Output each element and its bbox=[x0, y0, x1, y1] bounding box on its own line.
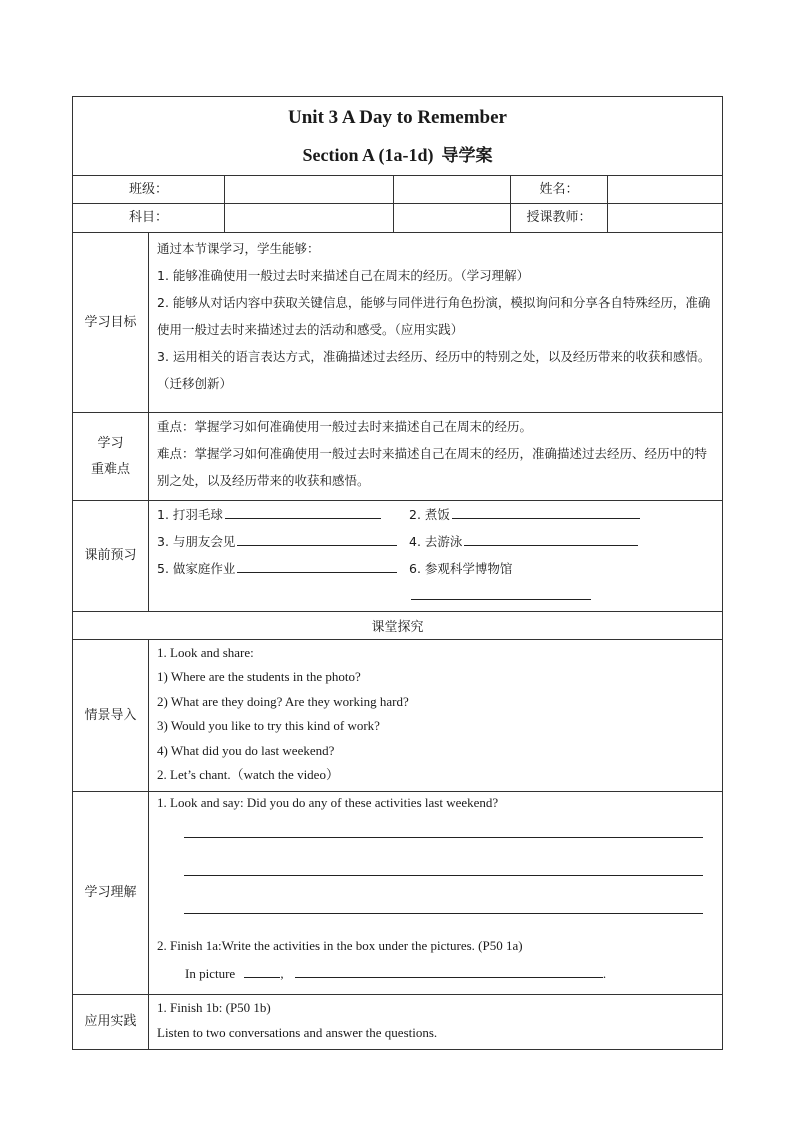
comprehension-q1: 1. Look and say: Did you do any of these activities last weekend? bbox=[157, 795, 499, 811]
preview-item: 1. 打羽毛球 bbox=[157, 501, 409, 528]
lead-in-line: 1. Look and share: bbox=[157, 645, 254, 660]
name-label: 姓名： bbox=[539, 182, 579, 197]
class-label: 班级： bbox=[73, 176, 225, 203]
subtitle-en: Section A (1a-1d) bbox=[302, 144, 434, 165]
worksheet-table bbox=[72, 96, 723, 1050]
lead-in-line: 4) What did you do last weekend? bbox=[157, 742, 335, 758]
subject-field-extra[interactable] bbox=[394, 204, 511, 232]
title-cell bbox=[73, 97, 723, 176]
picture-number-blank[interactable] bbox=[244, 962, 280, 978]
objectives-label: 学习目标 bbox=[73, 233, 149, 413]
class-field-extra[interactable] bbox=[394, 176, 511, 203]
preview-item: 6. 参观科学博物馆 bbox=[409, 555, 649, 609]
answer-blank[interactable] bbox=[411, 584, 591, 600]
practice-line: Listen to two conversations and answer the questions. bbox=[157, 1024, 438, 1040]
answer-blank[interactable] bbox=[237, 557, 397, 573]
preview-item: 4. 去游泳 bbox=[409, 528, 649, 555]
answer-blank[interactable] bbox=[464, 530, 638, 546]
answer-blank[interactable] bbox=[452, 503, 640, 519]
objectives-line: 2. 能够从对话内容中获取关键信息，能够与同伴进行角色扮演，模拟询问和分享各自特殊经历，准确使用一般过去时来描述过去的活动和感受。（应用实践） bbox=[157, 295, 711, 337]
objectives-line: 通过本节课学习，学生能够： bbox=[157, 241, 320, 256]
class-label-cell bbox=[73, 176, 394, 204]
comprehension-content bbox=[149, 792, 723, 995]
objectives-line: 1. 能够准确使用一般过去时来描述自己在周末的经历。（学习理解） bbox=[157, 268, 530, 283]
subtitle-cn: 导学案 bbox=[441, 145, 493, 166]
activity-blank[interactable] bbox=[295, 962, 603, 978]
comprehension-in-picture: In picture , . bbox=[157, 958, 716, 990]
lead-in-line: 2. Let’s chant.（watch the video） bbox=[157, 767, 339, 783]
preview-item: 2. 煮饭 bbox=[409, 501, 649, 528]
objectives-line: 3. 运用相关的语言表达方式，准确描述过去经历、经历中的特别之处，以及经历带来的收获和感悟。（迁移创新） bbox=[157, 349, 711, 391]
key-points-label-line1: 学习 bbox=[97, 435, 124, 451]
key-points-difficulty: 难点：掌握学习如何准确使用一般过去时来描述自己在周末的经历，准确描述过去经历、经历中的特别之处，以及经历带来的收获和感悟。 bbox=[157, 446, 708, 488]
class-field[interactable] bbox=[225, 176, 393, 203]
worksheet bbox=[72, 96, 722, 1050]
name-label-cell bbox=[394, 176, 608, 204]
preview-item: 3. 与朋友会见 bbox=[157, 528, 409, 555]
lead-in-line: 1) Where are the students in the photo? bbox=[157, 669, 361, 685]
teacher-label: 授课教师： bbox=[526, 210, 592, 225]
teacher-label-cell bbox=[394, 204, 608, 233]
practice-line: 1. Finish 1b: (P50 1b) bbox=[157, 1000, 271, 1016]
preview-item: 5. 做家庭作业 bbox=[157, 555, 409, 609]
preview-content bbox=[149, 501, 723, 612]
key-points-focus: 重点：掌握学习如何准确使用一般过去时来描述自己在周末的经历。 bbox=[157, 419, 533, 434]
exploration-header: 课堂探究 bbox=[73, 612, 723, 640]
objectives-content bbox=[149, 233, 723, 413]
key-points-label-line2: 重难点 bbox=[90, 461, 130, 477]
practice-content bbox=[149, 995, 723, 1050]
subject-field[interactable] bbox=[225, 204, 393, 232]
teacher-field[interactable] bbox=[608, 204, 723, 233]
practice-label: 应用实践 bbox=[73, 995, 149, 1050]
lead-in-content bbox=[149, 640, 723, 792]
subject-label-cell bbox=[73, 204, 394, 233]
lead-in-line: 2) What are they doing? Are they working hard? bbox=[157, 693, 409, 709]
subject-label: 科目： bbox=[73, 204, 225, 232]
lead-in-label: 情景导入 bbox=[73, 640, 149, 792]
key-points-label bbox=[73, 413, 149, 501]
page-subtitle bbox=[73, 142, 722, 169]
comprehension-q2: 2. Finish 1a:Write the activities in the box under the pictures. (P50 1a) bbox=[157, 938, 523, 954]
page-title: Unit 3 A Day to Remember bbox=[288, 106, 507, 128]
comprehension-label: 学习理解 bbox=[73, 792, 149, 995]
answer-blank[interactable] bbox=[237, 530, 397, 546]
key-points-content bbox=[149, 413, 723, 501]
answer-blank[interactable] bbox=[225, 503, 381, 519]
preview-label: 课前预习 bbox=[73, 501, 149, 612]
name-field[interactable] bbox=[608, 176, 723, 204]
lead-in-line: 3) Would you like to try this kind of work? bbox=[157, 718, 380, 734]
